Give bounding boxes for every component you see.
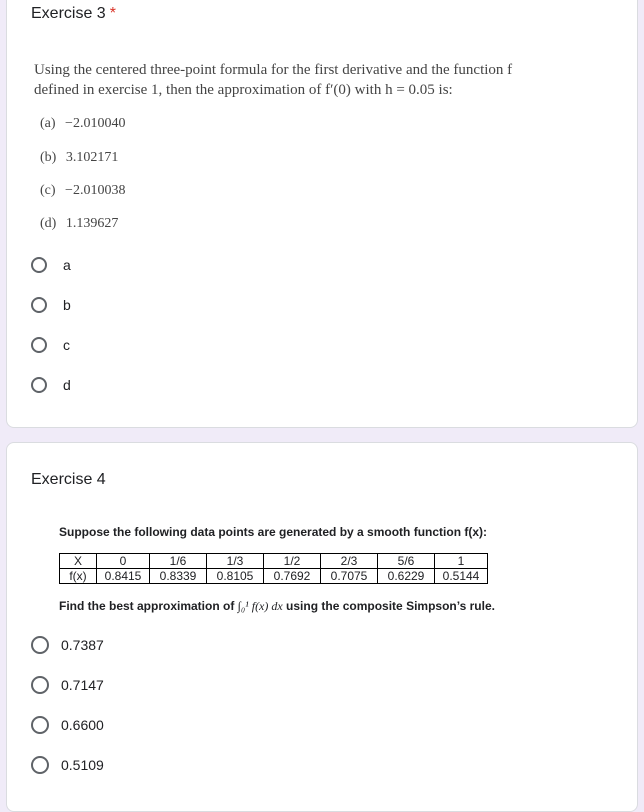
question-title: Exercise 4: [31, 471, 106, 488]
choice-c[interactable]: [31, 337, 70, 353]
radio-button[interactable]: [31, 257, 47, 273]
radio-button[interactable]: [31, 377, 47, 393]
option-value: 1.139627: [65, 216, 119, 231]
radio-button[interactable]: [31, 676, 49, 694]
table-cell: 5/6: [378, 554, 435, 569]
radio-button[interactable]: [31, 756, 49, 774]
table-cell: 0.5144: [435, 569, 488, 584]
integral-expression: ∫₀¹ f(x) dx: [237, 599, 283, 613]
choice-label: 0.7387: [61, 637, 104, 653]
choice-d[interactable]: [31, 377, 71, 393]
table-cell: 1/6: [150, 554, 207, 569]
question-title: [31, 5, 116, 23]
option-label: (d): [40, 216, 57, 231]
choice-1[interactable]: [31, 636, 104, 654]
table-cell: 1/2: [264, 554, 321, 569]
table-header-x: X: [60, 554, 97, 569]
choice-label: d: [63, 377, 71, 393]
question-suffix: using the composite Simpson’s rule.: [282, 599, 495, 613]
required-asterisk: *: [109, 5, 116, 22]
question-prefix: Find the best approximation of: [59, 599, 238, 613]
table-cell: 1: [435, 554, 488, 569]
table-cell: 0.8339: [150, 569, 207, 584]
option-value: 3.102171: [65, 150, 119, 165]
option-text-a: [40, 116, 125, 132]
question-card-exercise-4: [6, 442, 638, 812]
table-cell: 1/3: [207, 554, 264, 569]
table-cell: 2/3: [321, 554, 378, 569]
radio-button[interactable]: [31, 636, 49, 654]
table-row-fx: [60, 569, 488, 584]
option-value: −2.010038: [65, 183, 126, 198]
choice-4[interactable]: [31, 756, 104, 774]
table-cell: 0.7692: [264, 569, 321, 584]
choice-a[interactable]: [31, 257, 71, 273]
choice-label: 0.6600: [61, 717, 104, 733]
question-stem-line-2: defined in exercise 1, then the approximation of f′(0) with h = 0.05 is:: [34, 82, 453, 98]
choice-label: 0.5109: [61, 757, 104, 773]
choice-label: a: [63, 257, 71, 273]
table-cell: 0.6229: [378, 569, 435, 584]
radio-button[interactable]: [31, 716, 49, 734]
choice-b[interactable]: [31, 297, 71, 313]
table-row-x: [60, 554, 488, 569]
radio-button[interactable]: [31, 337, 47, 353]
table-cell: 0.7075: [321, 569, 378, 584]
question-title-text: Exercise 3: [31, 5, 106, 22]
option-value: −2.010040: [65, 116, 126, 131]
choice-3[interactable]: [31, 716, 104, 734]
choice-2[interactable]: [31, 676, 104, 694]
option-label: (a): [40, 116, 56, 131]
option-label: (b): [40, 150, 57, 165]
question-description: Suppose the following data points are generated by a smooth function f(x):: [59, 525, 488, 539]
option-text-c: [40, 183, 125, 199]
table-cell: 0.8415: [97, 569, 150, 584]
option-text-d: [40, 216, 118, 232]
option-text-b: [40, 150, 118, 166]
choice-label: 0.7147: [61, 677, 104, 693]
radio-button[interactable]: [31, 297, 47, 313]
table-header-fx: f(x): [60, 569, 97, 584]
choice-label: b: [63, 297, 71, 313]
option-label: (c): [40, 183, 56, 198]
table-cell: 0.8105: [207, 569, 264, 584]
choice-label: c: [63, 337, 70, 353]
table-cell: 0: [97, 554, 150, 569]
question-stem-line-1: Using the centered three-point formula for the first derivative and the function f: [34, 62, 513, 78]
question-card-exercise-3: [6, 0, 638, 428]
data-table: [59, 553, 488, 584]
question-text: [59, 599, 495, 614]
